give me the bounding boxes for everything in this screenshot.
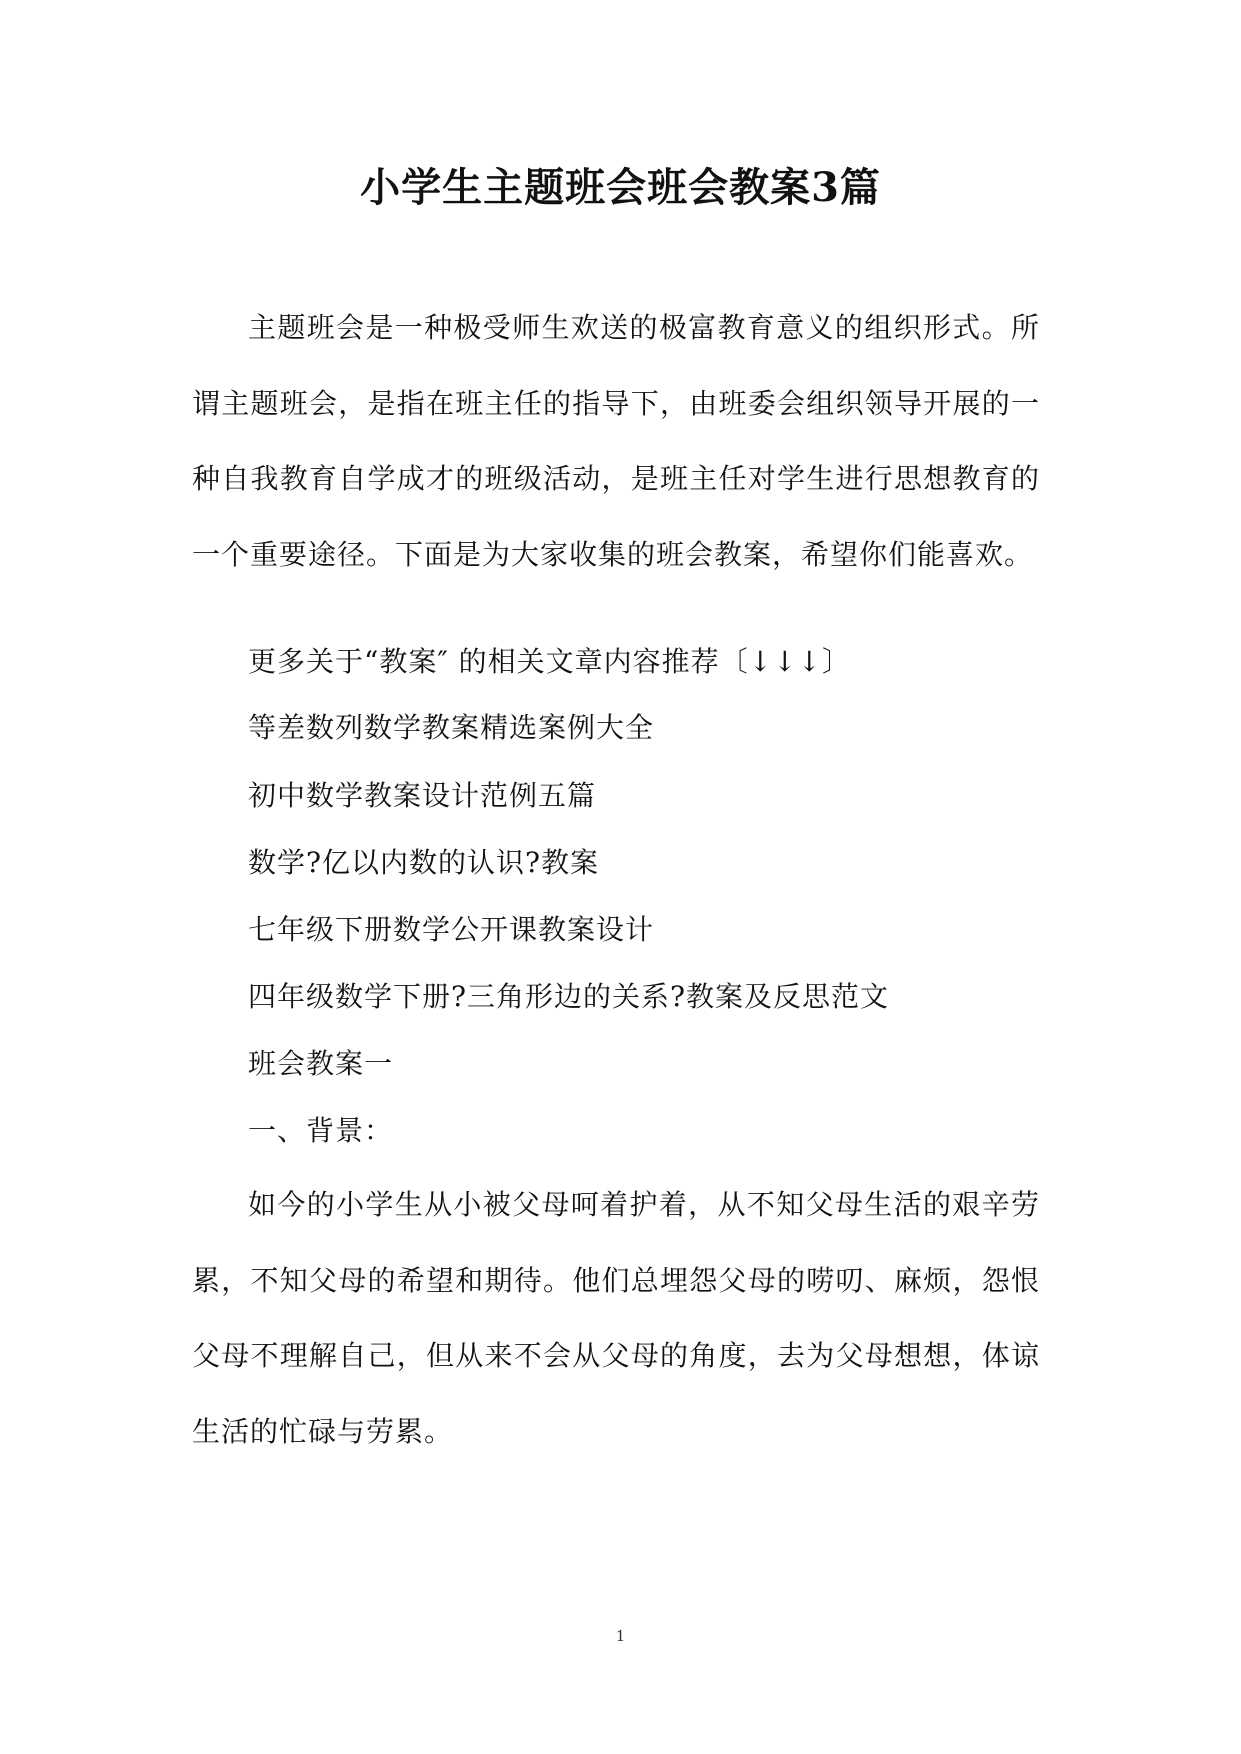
- related-link[interactable]: 初中数学教案设计范例五篇: [248, 779, 597, 812]
- background-paragraph: 如今的小学生从小被父母呵着护着，从不知父母生活的艰辛劳累，不知父母的希望和期待。他们总埋怨父母的唠叨、麻烦，怨恨父母不理解自己，但从来不会从父母的角度，去为父母想想，体谅生活的忙碌与劳累。: [192, 1188, 1040, 1448]
- related-link[interactable]: 七年级下册数学公开课教案设计: [248, 913, 655, 946]
- background-heading: 一、背景：: [248, 1114, 394, 1147]
- related-link[interactable]: 四年级数学下册?三角形边的关系?教案及反思范文: [248, 980, 890, 1013]
- document-title: 小学生主题班会班会教案3篇: [360, 164, 881, 211]
- related-heading: 更多关于“教案″ 的相关文章内容推荐〔↓↓↓〕: [248, 645, 852, 678]
- section-title: 班会教案一: [248, 1047, 394, 1080]
- intro-paragraph: 主题班会是一种极受师生欢送的极富教育意义的组织形式。所谓主题班会，是指在班主任的指导下，由班委会组织领导开展的一种自我教育自学成才的班级活动，是班主任对学生进行思想教育的一个重要途径。下面是为大家收集的班会教案，希望你们能喜欢。: [192, 311, 1040, 571]
- related-link[interactable]: 等差数列数学教案精选案例大全: [248, 711, 655, 744]
- page-number: 1: [615, 1627, 626, 1645]
- related-link[interactable]: 数学?亿以内数的认识?教案: [248, 846, 600, 879]
